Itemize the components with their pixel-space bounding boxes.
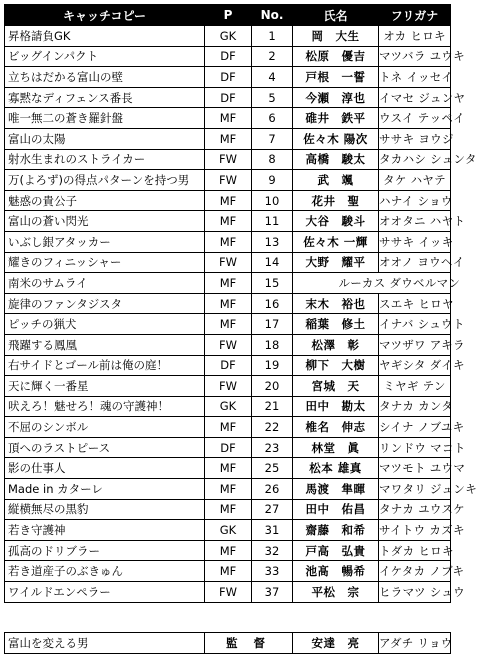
player-catchcopy: 富山の蒼い閃光 <box>5 211 205 232</box>
player-number: 16 <box>252 293 293 314</box>
player-name: 稲葉 修土 <box>293 314 379 335</box>
player-name: 戸高 弘貴 <box>293 540 379 561</box>
player-number: 4 <box>252 67 293 88</box>
player-name: 平松 宗 <box>293 582 379 603</box>
player-row <box>5 128 451 149</box>
player-catchcopy: ビッグインパクト <box>5 46 205 67</box>
player-position: MF <box>205 499 252 520</box>
player-furigana: オオタニ ハヤト <box>379 211 451 232</box>
header-number: No. <box>252 5 293 26</box>
player-number: 11 <box>252 211 293 232</box>
roster-body <box>5 26 477 603</box>
player-furigana: イケタカ ノブキ <box>379 561 451 582</box>
player-catchcopy: 右サイドとゴール前は俺の庭！ <box>5 355 205 376</box>
player-number: 23 <box>252 437 293 458</box>
player-row <box>5 520 451 541</box>
player-furigana: トネ イッセイ <box>379 67 451 88</box>
player-catchcopy: いぶし銀アタッカー <box>5 231 205 252</box>
player-furigana: タナカ ユウスケ <box>379 499 451 520</box>
player-row <box>5 67 451 88</box>
player-row <box>5 499 451 520</box>
player-position: GK <box>205 396 252 417</box>
player-number: 1 <box>252 26 293 47</box>
player-row <box>5 376 451 397</box>
player-name: 松原 優吉 <box>293 46 379 67</box>
player-number: 19 <box>252 355 293 376</box>
player-furigana: トダカ ヒロキ <box>379 540 451 561</box>
player-number: 32 <box>252 540 293 561</box>
player-name: 田中 勘太 <box>293 396 379 417</box>
player-position: MF <box>205 128 252 149</box>
player-number: 25 <box>252 458 293 479</box>
player-catchcopy: 天に輝く一番星 <box>5 376 205 397</box>
player-number: 26 <box>252 479 293 500</box>
player-catchcopy: 魅惑の貴公子 <box>5 190 205 211</box>
player-furigana: タナカ カンタ <box>379 396 451 417</box>
player-number: 14 <box>252 252 293 273</box>
manager-furigana: アダチ リョウ <box>379 633 451 654</box>
player-position: MF <box>205 273 252 294</box>
player-row <box>5 417 451 438</box>
player-furigana: オカ ヒロキ <box>379 26 451 47</box>
player-position: FW <box>205 376 252 397</box>
player-number: 27 <box>252 499 293 520</box>
player-roster-table <box>4 4 477 603</box>
player-row <box>5 355 451 376</box>
player-row <box>5 26 451 47</box>
player-row <box>5 458 451 479</box>
player-number: 18 <box>252 334 293 355</box>
player-row <box>5 314 451 335</box>
header-name: 氏名 <box>293 5 379 26</box>
player-catchcopy: 旋律のファンタジスタ <box>5 293 205 314</box>
player-position: FW <box>205 149 252 170</box>
player-row <box>5 396 451 417</box>
player-name: 松澤 彰 <box>293 334 379 355</box>
player-row <box>5 334 451 355</box>
player-position: FW <box>205 334 252 355</box>
player-position: MF <box>205 417 252 438</box>
player-number: 31 <box>252 520 293 541</box>
player-name: 齋藤 和希 <box>293 520 379 541</box>
player-furigana: ウスイ テッペイ <box>379 108 451 129</box>
player-row <box>5 149 451 170</box>
player-furigana: タカハシ シュンタ <box>379 149 451 170</box>
player-furigana: イナバ シュウト <box>379 314 451 335</box>
player-name: 佐々木 一輝 <box>293 231 379 252</box>
player-catchcopy: 若き道産子のぶきゅん <box>5 561 205 582</box>
player-furigana: サイトウ カズキ <box>379 520 451 541</box>
player-catchcopy: 吠えろ！魅せろ！魂の守護神！ <box>5 396 205 417</box>
player-number: 17 <box>252 314 293 335</box>
player-name: 今瀬 淳也 <box>293 87 379 108</box>
player-row <box>5 273 451 294</box>
player-number: 6 <box>252 108 293 129</box>
player-position: MF <box>205 458 252 479</box>
player-furigana: タケ ハヤテ <box>379 170 451 191</box>
player-name: 柳下 大樹 <box>293 355 379 376</box>
player-furigana: マツバラ ユウキ <box>379 46 451 67</box>
player-furigana: マワタリ ジュンキ <box>379 479 451 500</box>
player-name: 佐々木 陽次 <box>293 128 379 149</box>
player-row <box>5 87 451 108</box>
player-name: 林堂 眞 <box>293 437 379 458</box>
player-row <box>5 540 451 561</box>
header-row <box>5 5 451 26</box>
player-position: DF <box>205 46 252 67</box>
player-name: 大谷 駿斗 <box>293 211 379 232</box>
player-name: 田中 佑昌 <box>293 499 379 520</box>
player-furigana: ヤギシタ ダイキ <box>379 355 451 376</box>
player-position: GK <box>205 520 252 541</box>
header-position: P <box>205 5 252 26</box>
player-furigana: ルーカス ダウベルマン <box>339 273 411 294</box>
player-position: DF <box>205 87 252 108</box>
header-catchcopy: キャッチコピー <box>5 5 205 26</box>
player-position: MF <box>205 561 252 582</box>
player-position: MF <box>205 479 252 500</box>
player-row <box>5 190 451 211</box>
player-number: 15 <box>252 273 293 294</box>
player-position: DF <box>205 67 252 88</box>
player-position: MF <box>205 231 252 252</box>
player-furigana: スエキ ヒロヤ <box>379 293 451 314</box>
player-number: 20 <box>252 376 293 397</box>
player-catchcopy: 南米のサムライ <box>5 273 205 294</box>
player-furigana: ハナイ ショウ <box>379 190 451 211</box>
player-name: 碓井 鉄平 <box>293 108 379 129</box>
player-catchcopy: 飛躍する鳳凰 <box>5 334 205 355</box>
manager-name: 安達 亮 <box>293 633 379 654</box>
player-catchcopy: 寡黙なディフェンス番長 <box>5 87 205 108</box>
player-position: MF <box>205 314 252 335</box>
player-catchcopy: 耀きのフィニッシャー <box>5 252 205 273</box>
player-name: 馬渡 隼暉 <box>293 479 379 500</box>
player-position: MF <box>205 211 252 232</box>
player-row <box>5 293 451 314</box>
player-catchcopy: 頂へのラストピース <box>5 437 205 458</box>
player-number: 33 <box>252 561 293 582</box>
player-catchcopy: 影の仕事人 <box>5 458 205 479</box>
player-number: 8 <box>252 149 293 170</box>
player-name: 池髙 暢希 <box>293 561 379 582</box>
player-name: 松本 雄真 <box>293 458 379 479</box>
player-catchcopy: 孤高のドリブラー <box>5 540 205 561</box>
player-name: 末木 裕也 <box>293 293 379 314</box>
player-position: MF <box>205 108 252 129</box>
player-furigana: リンドウ マコト <box>379 437 451 458</box>
player-number: 10 <box>252 190 293 211</box>
player-row <box>5 231 451 252</box>
player-catchcopy: 不屈のシンボル <box>5 417 205 438</box>
player-furigana: マツモト ユウマ <box>379 458 451 479</box>
staff-table <box>4 632 451 654</box>
player-catchcopy: ワイルドエンペラー <box>5 582 205 603</box>
player-number: 22 <box>252 417 293 438</box>
player-furigana: シイナ ノブユキ <box>379 417 451 438</box>
player-row <box>5 561 451 582</box>
player-position: FW <box>205 252 252 273</box>
player-position: MF <box>205 293 252 314</box>
player-furigana: イマセ ジュンヤ <box>379 87 451 108</box>
player-number: 37 <box>252 582 293 603</box>
player-name: 岡 大生 <box>293 26 379 47</box>
player-row <box>5 211 451 232</box>
player-catchcopy: 唯一無二の蒼き羅針盤 <box>5 108 205 129</box>
player-furigana: マツザワ アキラ <box>379 334 451 355</box>
player-row <box>5 170 451 191</box>
player-name: 大野 耀平 <box>293 252 379 273</box>
player-row <box>5 479 451 500</box>
player-catchcopy: 昇格請負GK <box>5 26 205 47</box>
player-name: 高橋 駿太 <box>293 149 379 170</box>
player-number: 13 <box>252 231 293 252</box>
player-position: GK <box>205 26 252 47</box>
player-number: 21 <box>252 396 293 417</box>
player-catchcopy: 万(よろず)の得点パターンを持つ男 <box>5 170 205 191</box>
manager-catchcopy: 富山を変える男 <box>5 633 205 654</box>
player-row <box>5 108 451 129</box>
header-furigana: フリガナ <box>379 5 451 26</box>
manager-role: 監 督 <box>205 633 293 654</box>
player-furigana: ミヤギ テン <box>379 376 451 397</box>
player-catchcopy: 縦横無尽の黒豹 <box>5 499 205 520</box>
player-row <box>5 46 451 67</box>
player-position: DF <box>205 355 252 376</box>
player-row <box>5 582 451 603</box>
player-name: 椎名 伸志 <box>293 417 379 438</box>
player-position: MF <box>205 540 252 561</box>
player-catchcopy: 射水生まれのストライカー <box>5 149 205 170</box>
player-row <box>5 252 451 273</box>
player-furigana: オオノ ヨウヘイ <box>379 252 451 273</box>
player-catchcopy: 立ちはだかる富山の壁 <box>5 67 205 88</box>
player-position: MF <box>205 190 252 211</box>
player-number: 2 <box>252 46 293 67</box>
player-catchcopy: 富山の太陽 <box>5 128 205 149</box>
player-number: 7 <box>252 128 293 149</box>
player-catchcopy: ピッチの猟犬 <box>5 314 205 335</box>
player-catchcopy: 若き守護神 <box>5 520 205 541</box>
player-position: FW <box>205 170 252 191</box>
player-number: 9 <box>252 170 293 191</box>
player-position: DF <box>205 437 252 458</box>
manager-row <box>5 633 451 654</box>
player-row <box>5 437 451 458</box>
player-name: 武 颯 <box>293 170 379 191</box>
player-catchcopy: Made in カターレ <box>5 479 205 500</box>
player-number: 5 <box>252 87 293 108</box>
player-furigana: ササキ ヨウジ <box>379 128 451 149</box>
player-name: 戸根 一誓 <box>293 67 379 88</box>
player-furigana: ササキ イッキ <box>379 231 451 252</box>
player-furigana: ヒラマツ シュウ <box>379 582 451 603</box>
player-name: 花井 聖 <box>293 190 379 211</box>
player-position: FW <box>205 582 252 603</box>
player-name: 宮城 天 <box>293 376 379 397</box>
